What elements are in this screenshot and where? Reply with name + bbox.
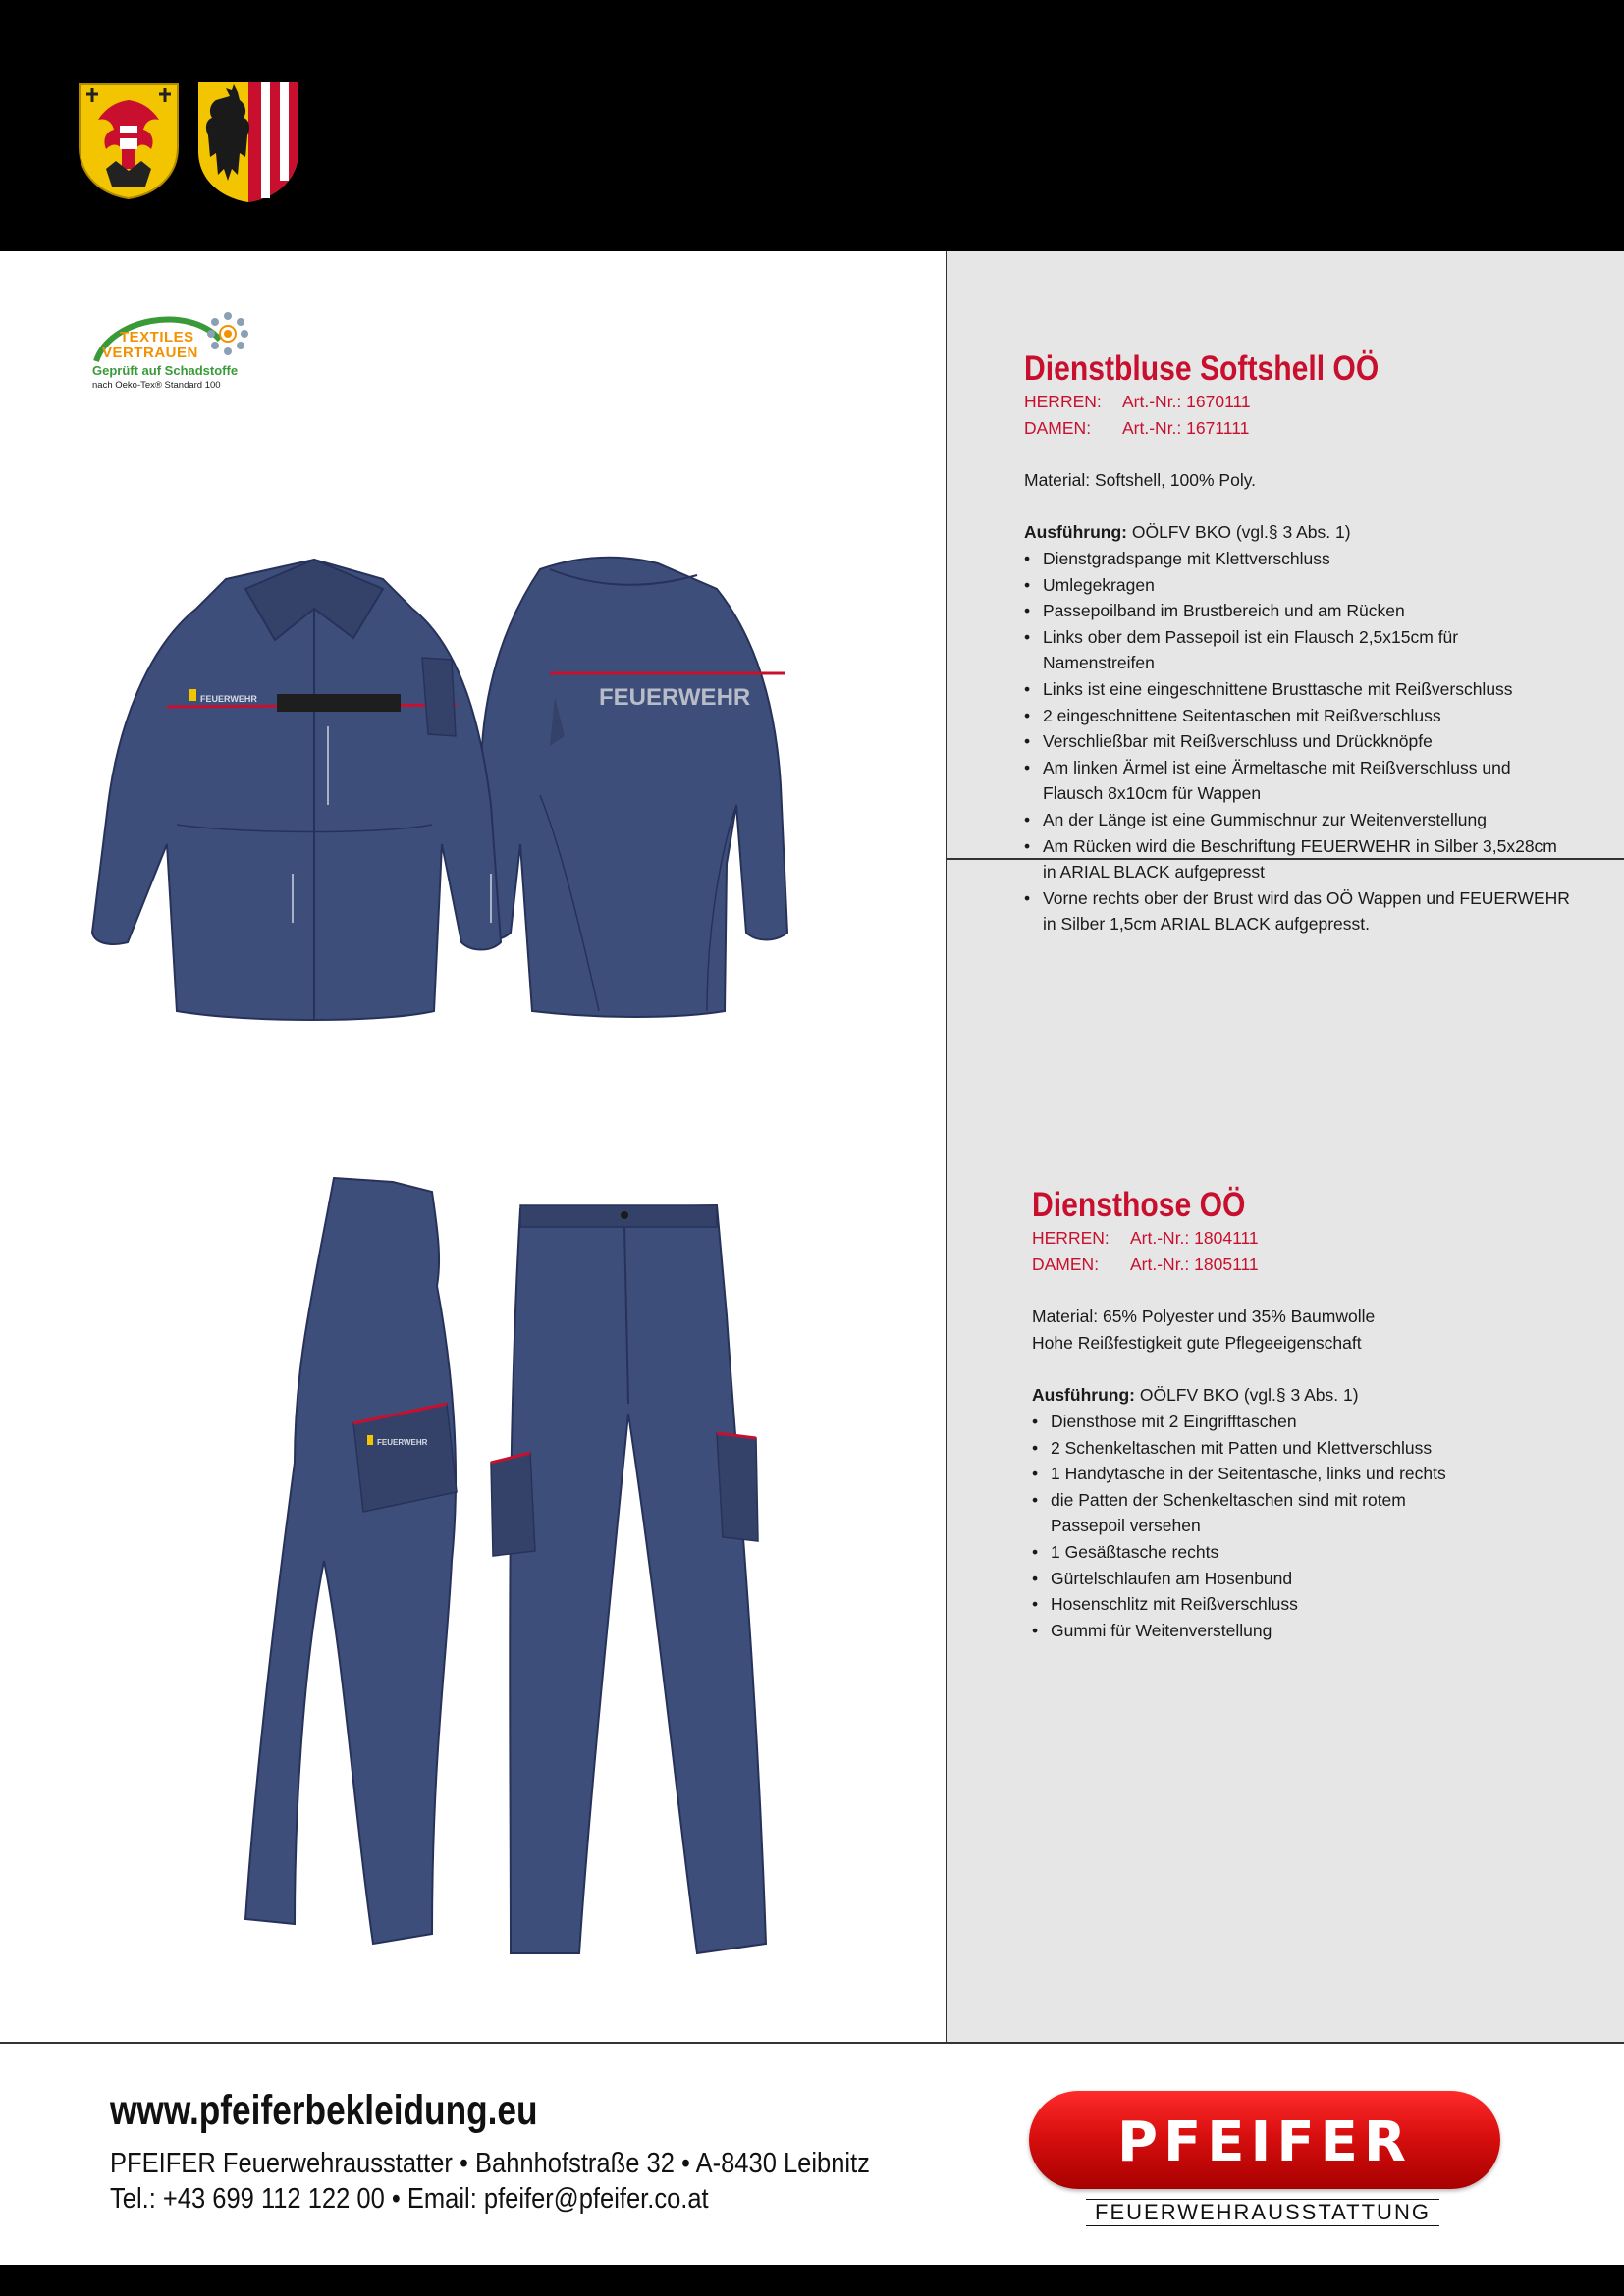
- article-row-damen: [1032, 1252, 1446, 1278]
- article-row-damen: [1024, 415, 1570, 442]
- pants-illustration: [236, 1168, 785, 1963]
- list-item: • 2 Schenkeltaschen mit Patten und Klettverschluss: [1032, 1435, 1446, 1462]
- oeko-line-standard: nach Oeko-Tex® Standard 100: [92, 380, 221, 391]
- list-item: • Am Rücken wird die Beschriftung FEUERWEHR in Silber 3,5x28cm: [1024, 833, 1570, 860]
- list-item: • Hosenschlitz mit Reißverschluss: [1032, 1591, 1446, 1618]
- header-bar: [0, 0, 1624, 251]
- article-number: Art.-Nr.: 1804111: [1130, 1228, 1259, 1248]
- execution-line: [1024, 519, 1570, 546]
- list-item-continuation: in Silber 1,5cm ARIAL BLACK aufgepresst.: [1043, 914, 1370, 934]
- bottom-bar: [0, 2265, 1624, 2296]
- list-item: • Gummi für Weitenverstellung: [1032, 1618, 1446, 1644]
- execution-text: OÖLFV BKO (vgl.§ 3 Abs. 1): [1134, 1385, 1359, 1405]
- list-item-continuation: Passepoil versehen: [1051, 1516, 1201, 1536]
- address-text: PFEIFER Feuerwehrausstatter • Bahnhofstraße 32 • A-8430 Leibnitz: [110, 2148, 870, 2179]
- execution-text: OÖLFV BKO (vgl.§ 3 Abs. 1): [1126, 522, 1351, 542]
- website-link[interactable]: www.pfeiferbekleidung.eu: [110, 2087, 538, 2134]
- list-item: • Vorne rechts ober der Brust wird das OÖ Wappen und FEUERWEHR: [1024, 885, 1570, 912]
- oeko-line-tested: Geprüft auf Schadstoffe: [92, 363, 239, 378]
- jacket-illustration: [88, 550, 933, 1031]
- list-item: • An der Länge ist eine Gummischnur zur Weitenverstellung: [1024, 807, 1570, 833]
- article-label: DAMEN:: [1024, 418, 1092, 438]
- execution-label: Ausführung:: [1032, 1385, 1135, 1405]
- material-note: Hohe Reißfestigkeit gute Pflegeeigenschaft: [1032, 1333, 1362, 1353]
- product-title: Diensthose OÖ: [1032, 1186, 1246, 1224]
- list-item: • 2 eingeschnittene Seitentaschen mit Reißverschluss: [1024, 703, 1570, 729]
- pants-crest-icon: [367, 1435, 373, 1445]
- pants-front-view: [491, 1205, 766, 1953]
- upper-austria-crest-icon: [196, 79, 300, 204]
- back-print-text: FEUERWEHR: [599, 684, 751, 711]
- list-item: • Diensthose mit 2 Eingrifftaschen: [1032, 1409, 1446, 1435]
- list-item: • Gürtelschlaufen am Hosenbund: [1032, 1566, 1446, 1592]
- material-text: Material: Softshell, 100% Poly.: [1024, 470, 1257, 490]
- jacket-back-view: [477, 558, 787, 1017]
- pants-side-view: [245, 1178, 457, 1944]
- article-label: HERREN:: [1032, 1228, 1110, 1248]
- list-item-continuation: Namenstreifen: [1043, 653, 1155, 673]
- logo-subtitle: FEUERWEHRAUSSTATTUNG: [1086, 2199, 1439, 2226]
- article-label: DAMEN:: [1032, 1255, 1100, 1274]
- oeko-line-vertrauen: VERTRAUEN: [102, 345, 198, 361]
- list-item: • 1 Handytasche in der Seitentasche, links und rechts: [1032, 1461, 1446, 1487]
- list-item: • die Patten der Schenkeltaschen sind mit rotem: [1032, 1487, 1446, 1514]
- article-row-herren: [1032, 1225, 1446, 1252]
- front-crest-icon: [189, 689, 196, 701]
- burgenland-crest-icon: [77, 79, 181, 200]
- pfeifer-logo: [1029, 2091, 1500, 2189]
- article-number: Art.-Nr.: 1805111: [1130, 1255, 1259, 1274]
- list-item-continuation: in ARIAL BLACK aufgepresst: [1043, 862, 1266, 882]
- list-item-continuation: Flausch 8x10cm für Wappen: [1043, 783, 1262, 804]
- list-item: • Am linken Ärmel ist eine Ärmeltasche mit Reißverschluss und: [1024, 755, 1570, 781]
- list-item: • Links ober dem Passepoil ist ein Flausch 2,5x15cm für: [1024, 624, 1570, 651]
- material-text: Material: 65% Polyester und 35% Baumwolle: [1032, 1307, 1376, 1326]
- contact-text: Tel.: +43 699 112 122 00 • Email: pfeifer@pfeifer.co.at: [110, 2183, 709, 2215]
- oeko-tex-logo: [90, 304, 257, 402]
- feature-list: [1024, 546, 1570, 937]
- article-number: Art.-Nr.: 1670111: [1122, 392, 1251, 411]
- list-item: • Links ist eine eingeschnittene Brusttasche mit Reißverschluss: [1024, 676, 1570, 703]
- article-label: HERREN:: [1024, 392, 1102, 411]
- feature-list: [1032, 1409, 1446, 1643]
- execution-line: [1032, 1382, 1446, 1409]
- list-item: • Dienstgradspange mit Klettverschluss: [1024, 546, 1570, 572]
- article-row-herren: [1024, 389, 1570, 415]
- front-badge-text: FEUERWEHR: [200, 694, 257, 704]
- logo-text: PFEIFER: [1116, 2110, 1412, 2174]
- oeko-line-textiles: TEXTILES: [120, 329, 194, 346]
- product-title: Dienstbluse Softshell OÖ: [1024, 349, 1380, 388]
- name-patch: [277, 694, 401, 712]
- pants-badge-text: FEUERWEHR: [377, 1438, 428, 1447]
- jacket-front-view: [92, 560, 501, 1021]
- article-number: Art.-Nr.: 1671111: [1122, 418, 1250, 438]
- product-diensthose: [1032, 1186, 1446, 1643]
- execution-label: Ausführung:: [1024, 522, 1127, 542]
- list-item: • Verschließbar mit Reißverschluss und Drückknöpfe: [1024, 728, 1570, 755]
- list-item: • Umlegekragen: [1024, 572, 1570, 599]
- product-dienstbluse: [1024, 349, 1570, 937]
- list-item: • 1 Gesäßtasche rechts: [1032, 1539, 1446, 1566]
- list-item: • Passepoilband im Brustbereich und am Rücken: [1024, 598, 1570, 624]
